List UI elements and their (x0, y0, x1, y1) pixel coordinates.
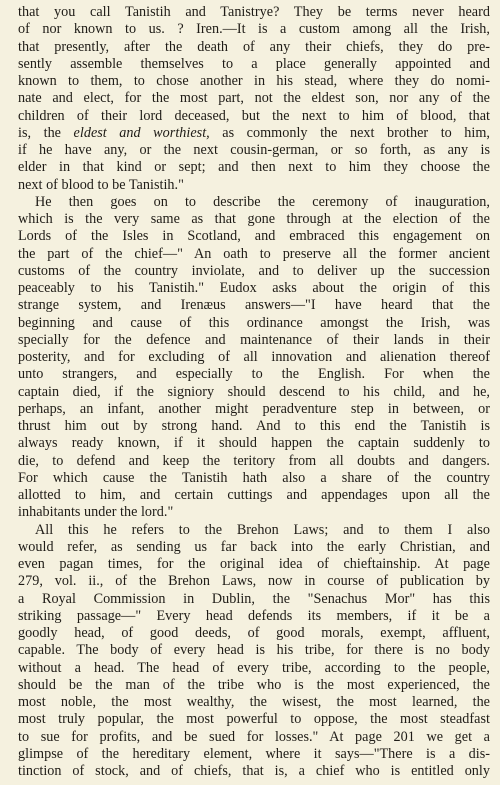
text-line: most noble, the most wealthy, the wisest, the most learned, the (18, 694, 490, 710)
text-line: a Royal Commission in Dublin, the "Senachus Mor" has this (18, 590, 490, 607)
text-line: which is the very same as that gone through at the election of the (18, 211, 490, 227)
text-line (18, 124, 490, 143)
text-line: of nor known to us. ? Iren.—It is a custom among all the Irish, (18, 21, 490, 38)
text-line: perhaps, an infant, another might peradventure step in between, or (18, 400, 490, 417)
text-line: always ready known, if it should happen the captain suddenly to (18, 435, 490, 452)
text-line: goodly head, of good deeds, of good morals, exempt, affluent, (18, 625, 490, 641)
text-line: customs of the country inviolate, and to deliver up the succession (18, 262, 490, 279)
text-line: known to them, to chose another in his stead, where they do nomi- (18, 73, 490, 89)
text-line: peaceably to his Tanistih." Eudox asks about the origin of this (18, 280, 490, 296)
text-line: children of their lord deceased, but the next to him of blood, that (18, 107, 490, 124)
text-line: thrust him out by strong hand. And to this end the Tanistih is (18, 418, 490, 434)
text-line: would refer, as sending us far back into the early Christian, and (18, 538, 490, 555)
text-line: nate and elect, for the most part, not the eldest son, nor any of the (18, 90, 490, 107)
text-line: capable. The body of every head is his tribe, for there is no body (18, 642, 490, 659)
text-line: allotted to him, and certain cuttings and appendages upon all the (18, 487, 490, 503)
text-line: inhabitants under the lord." (18, 504, 174, 521)
text-line: the part of the chief—" An oath to preserve all the former ancient (18, 245, 490, 262)
text-line: specially for the defence and maintenance of their lands in their (18, 331, 490, 348)
text-line: beginning and cause of this ordinance amongst the Irish, was (18, 314, 490, 331)
text-line: should be the man of the tribe who is the most experienced, the (18, 676, 490, 693)
text-line: most truly popular, the most powerful to oppose, the most steadfast (18, 711, 490, 728)
text-line: that presently, after the death of any their chiefs, they do pre- (18, 38, 490, 55)
text-line: unto strangers, and especially to the English. For when the (18, 366, 490, 383)
italic-phrase: eldest and worthiest, (73, 124, 210, 141)
text-line: sently assemble themselves to a place generally appointed and (18, 55, 490, 72)
text-line: die, to defend and keep the teritory from all doubts and dangers. (18, 452, 490, 469)
text-line: to sue for profits, and be sued for losses." At page 201 we get a (18, 728, 490, 745)
text-segment: is, the (18, 124, 74, 141)
text-line: Lords of the Isles in Scotland, and embraced this engagement on (18, 228, 490, 245)
text-segment: as commonly the next brother to him, (209, 124, 491, 141)
text-line: For which cause the Tanistih hath also a share of the country (18, 469, 490, 486)
text-line: elder in that kind or sept; and then next to him they choose the (18, 159, 490, 176)
text-line: captain died, if the signiory should descend to his child, and he, (18, 383, 490, 400)
text-line: He then goes on to describe the ceremony of inauguration, (35, 193, 490, 210)
text-line: without a head. The head of every tribe, according to the people, (18, 659, 490, 676)
text-line: All this he refers to the Brehon Laws; and to them I also (35, 521, 490, 538)
text-line: glimpse of the hereditary element, where it says—"There is a dis- (18, 745, 490, 762)
text-line: 279, vol. ii., of the Brehon Laws, now in course of publication by (18, 573, 490, 590)
text-line: if he have any, or the next cousin-german, or so forth, as any is (18, 142, 490, 158)
text-line: posterity, and for excluding of all innovation and alienation thereof (18, 349, 490, 365)
text-line: even pagan times, for the original idea of chieftainship. At page (18, 556, 490, 572)
text-line: next of blood to be Tanistih." (18, 176, 184, 193)
text-line: that you call Tanistih and Tanistrye? They be terms never heard (18, 4, 490, 20)
text-line: tinction of stock, and of chiefs, that is, a chief who is entitled only (18, 763, 490, 779)
text-line: striking passage—" Every head defends its members, if it be a (18, 607, 490, 624)
text-line: strange system, and Irenæus answers—"I have heard that the (18, 297, 490, 314)
